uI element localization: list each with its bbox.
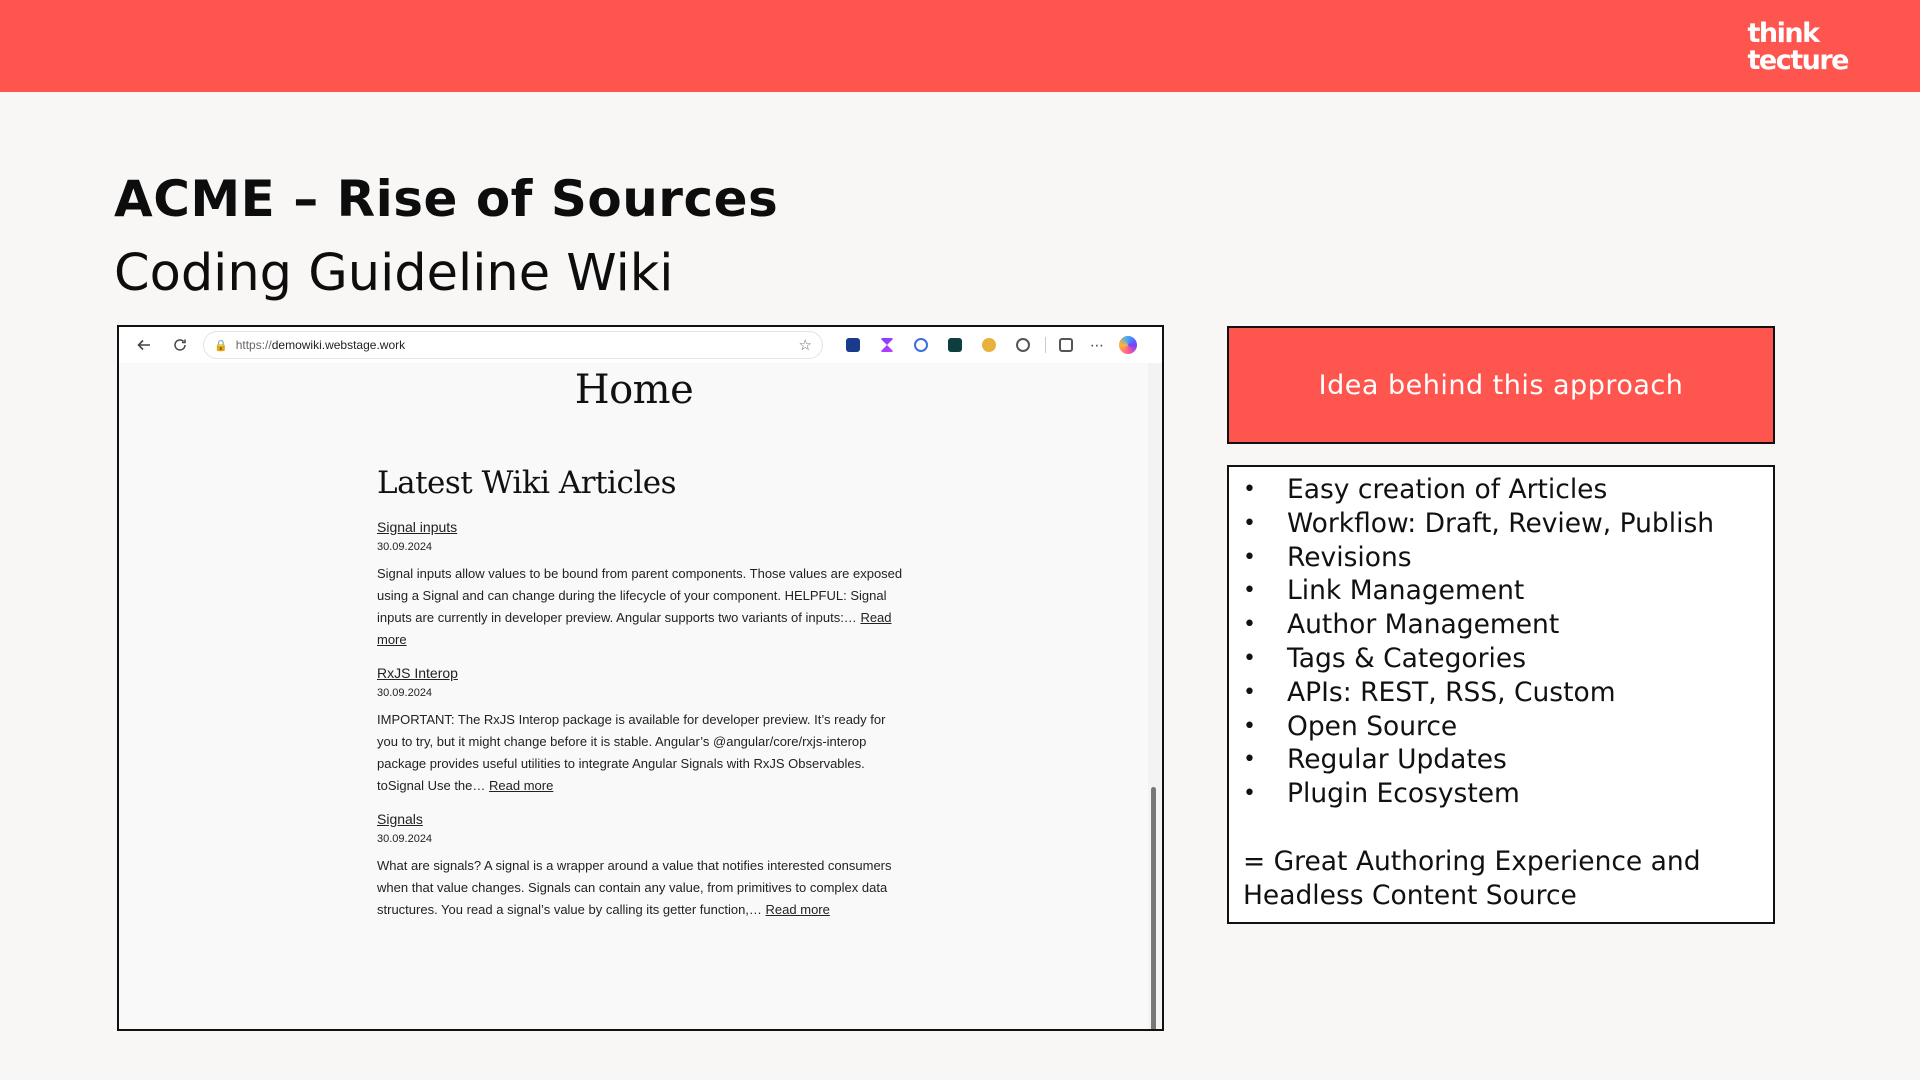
top-banner	[0, 0, 1920, 92]
wiki-page	[119, 363, 1162, 1029]
slide-subtitle: Coding Guideline Wiki	[114, 244, 674, 303]
extension-icon-2[interactable]	[880, 338, 894, 352]
url-text: https://demowiki.webstage.work	[235, 338, 406, 352]
scrollbar-thumb[interactable]	[1151, 787, 1156, 1031]
read-more-link[interactable]: Read more	[377, 610, 892, 647]
extension-icon-3[interactable]	[914, 338, 928, 352]
features-panel	[1227, 465, 1775, 924]
feature-item: • Easy creation of Articles	[1243, 473, 1773, 507]
favorite-star-icon[interactable]: ☆	[798, 337, 812, 354]
more-menu-icon[interactable]: ⋯	[1090, 336, 1104, 353]
copilot-icon[interactable]	[1119, 336, 1137, 354]
article-excerpt: Signal inputs allow values to be bound from parent components. Those values are exposed using a Signal and can change during the lifecycle of your component. HELPFUL: Signal inputs are currently in developer preview. Angular supports two variants of inputs:… Read more	[377, 566, 903, 647]
article-date: 30.09.2024	[377, 833, 433, 845]
features-list	[1243, 473, 1773, 811]
extension-icon-1[interactable]	[846, 338, 860, 352]
feature-item: • Workflow: Draft, Review, Publish	[1243, 507, 1773, 541]
feature-item: • Link Management	[1243, 574, 1773, 608]
read-more-link[interactable]: Read more	[765, 902, 830, 917]
article-item	[377, 665, 907, 797]
extension-icon-4[interactable]	[948, 338, 962, 352]
article-item	[377, 811, 907, 921]
article-title-link[interactable]: Signal inputs	[377, 519, 458, 535]
lock-icon: 🔒	[214, 339, 228, 352]
feature-item: • Plugin Ecosystem	[1243, 777, 1773, 811]
feature-item: • Regular Updates	[1243, 743, 1773, 777]
back-arrow-icon[interactable]	[131, 332, 157, 358]
article-title-link[interactable]: Signals	[377, 811, 423, 827]
article-excerpt: IMPORTANT: The RxJS Interop package is available for developer preview. It’s ready for you to try, but it might change before it is stable. Angular’s @angular/core/rxjs-interop package provides useful utilities to integrate Angular Signals with RxJS Observables. toSignal Use the… Read more	[377, 712, 886, 793]
latest-articles-section	[377, 465, 907, 935]
split-view-icon[interactable]	[1059, 338, 1073, 352]
feature-item: • Revisions	[1243, 541, 1773, 575]
feature-item: • APIs: REST, RSS, Custom	[1243, 676, 1773, 710]
page-heading: Home	[574, 367, 694, 413]
toolbar-divider	[1045, 337, 1046, 353]
feature-item: • Author Management	[1243, 608, 1773, 642]
address-bar[interactable]	[203, 331, 823, 359]
article-item	[377, 519, 907, 651]
feature-item: • Tags & Categories	[1243, 642, 1773, 676]
browser-screenshot	[117, 325, 1164, 1031]
section-title: Latest Wiki Articles	[377, 465, 676, 501]
slide-title: ACME – Rise of Sources	[114, 170, 779, 228]
browser-toolbar	[119, 327, 1162, 363]
feature-item: • Open Source	[1243, 710, 1773, 744]
idea-callout-label: Idea behind this approach	[1318, 369, 1684, 401]
article-excerpt: What are signals? A signal is a wrapper around a value that notifies interested consumers when that value changes. Signals can contain any value, from primitives to complex data structures. You read a signal’s value by calling its getter function,… Read more	[377, 858, 892, 917]
idea-callout	[1227, 326, 1775, 444]
read-more-link[interactable]: Read more	[489, 778, 554, 793]
features-summary: = Great Authoring Experience and Headless Content Source	[1243, 845, 1701, 911]
article-date: 30.09.2024	[377, 687, 433, 699]
thinktecture-logo: think tecture	[1747, 18, 1848, 76]
article-date: 30.09.2024	[377, 541, 433, 553]
article-title-link[interactable]: RxJS Interop	[377, 665, 458, 681]
extension-icon-5[interactable]	[982, 338, 996, 352]
reload-icon[interactable]	[167, 332, 193, 358]
extensions-puzzle-icon[interactable]	[1016, 338, 1030, 352]
